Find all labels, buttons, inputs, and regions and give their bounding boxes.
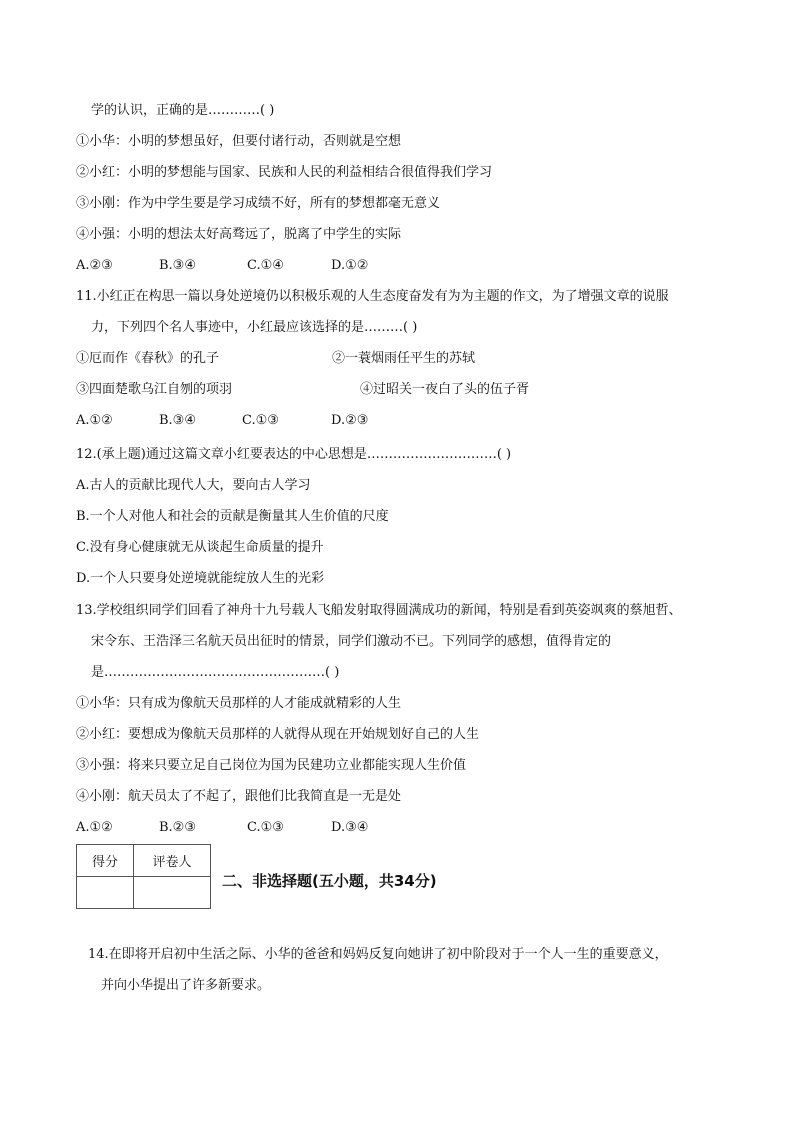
q12-option-b: B.一个人对他人和社会的贡献是衡量其人生价值的尺度 bbox=[76, 509, 389, 524]
grader-cell[interactable] bbox=[134, 877, 211, 909]
section-title: 二、非选择题(五小题，共34分) bbox=[222, 872, 437, 890]
q13-choice-b: B.②③ bbox=[159, 820, 196, 835]
q11-item-4: ④过昭关一夜白了头的伍子胥 bbox=[360, 382, 530, 397]
q11-item-3: ③四面楚歌乌江自刎的项羽 bbox=[76, 382, 233, 397]
q13-choice-c: C.①③ bbox=[247, 820, 284, 835]
q11-choice-b: B.③④ bbox=[159, 413, 196, 428]
score-cell[interactable] bbox=[77, 877, 134, 909]
q10-item-2: ②小红：小明的梦想能与国家、民族和人民的利益相结合很值得我们学习 bbox=[76, 165, 493, 180]
q13-choice-a: A.①② bbox=[76, 820, 113, 835]
q13-item-2: ②小红：要想成为像航天员那样的人就得从现在开始规划好自己的人生 bbox=[76, 727, 480, 742]
q13-stem-line1: 13.学校组织同学们回看了神舟十九号载人飞船发射取得圆满成功的新闻，特别是看到英姿飒爽的蔡旭哲、 bbox=[76, 603, 682, 618]
score-header: 得分 bbox=[77, 845, 134, 877]
q10-choice-a: A.②③ bbox=[76, 258, 113, 273]
q14-stem-line2: 并向小华提出了许多新要求。 bbox=[101, 978, 271, 993]
score-table bbox=[76, 844, 211, 909]
q13-item-4: ④小刚：航天员太了不起了，跟他们比我简直是一无是处 bbox=[76, 789, 402, 804]
q14-stem-line1: 14.在即将开启初中生活之际、小华的爸爸和妈妈反复向她讲了初中阶段对于一个人一生的重要意义， bbox=[88, 947, 668, 962]
q13-choice-d: D.③④ bbox=[331, 820, 369, 835]
q10-stem-tail: 学的认识，正确的是…………( ) bbox=[91, 103, 275, 118]
q11-item-1: ①厄而作《春秋》的孔子 bbox=[76, 351, 220, 366]
q13-item-1: ①小华：只有成为像航天员那样的人才能成就精彩的人生 bbox=[76, 696, 402, 711]
q12-option-d: D.一个人只要身处逆境就能绽放人生的光彩 bbox=[76, 571, 325, 586]
q11-choice-c: C.①③ bbox=[242, 413, 279, 428]
q10-choice-b: B.③④ bbox=[159, 258, 196, 273]
q11-stem-line1: 11.小红正在构思一篇以身处逆境仍以积极乐观的人生态度奋发有为为主题的作文，为了增强文章的说服 bbox=[76, 289, 669, 304]
q13-item-3: ③小强：将来只要立足自己岗位为国为民建功立业都能实现人生价值 bbox=[76, 758, 467, 773]
q11-choice-a: A.①② bbox=[76, 413, 113, 428]
q11-stem-line2: 力，下列四个名人事迹中，小红最应该选择的是………( ) bbox=[91, 320, 418, 335]
grader-header: 评卷人 bbox=[134, 845, 211, 877]
q10-choice-c: C.①④ bbox=[247, 258, 284, 273]
q13-stem-line3: 是……………………………………………( ) bbox=[91, 665, 340, 680]
q10-item-1: ①小华：小明的梦想虽好，但要付诸行动，否则就是空想 bbox=[76, 134, 402, 149]
q12-option-a: A.古人的贡献比现代人大，要向古人学习 bbox=[76, 478, 311, 493]
q10-choice-d: D.①② bbox=[331, 258, 369, 273]
q10-item-4: ④小强：小明的想法太好高骛远了，脱离了中学生的实际 bbox=[76, 227, 402, 242]
q11-item-2: ②一蓑烟雨任平生的苏轼 bbox=[332, 351, 476, 366]
q12-option-c: C.没有身心健康就无从谈起生命质量的提升 bbox=[76, 540, 324, 555]
q12-stem: 12.(承上题)通过这篇文章小红要表达的中心思想是…………………………( ) bbox=[76, 447, 512, 462]
q13-stem-line2: 宋令东、王浩泽三名航天员出征时的情景，同学们激动不已。下列同学的感想，值得肯定的 bbox=[91, 634, 612, 649]
q11-choice-d: D.②③ bbox=[331, 413, 369, 428]
q10-item-3: ③小刚：作为中学生要是学习成绩不好，所有的梦想都毫无意义 bbox=[76, 196, 441, 211]
